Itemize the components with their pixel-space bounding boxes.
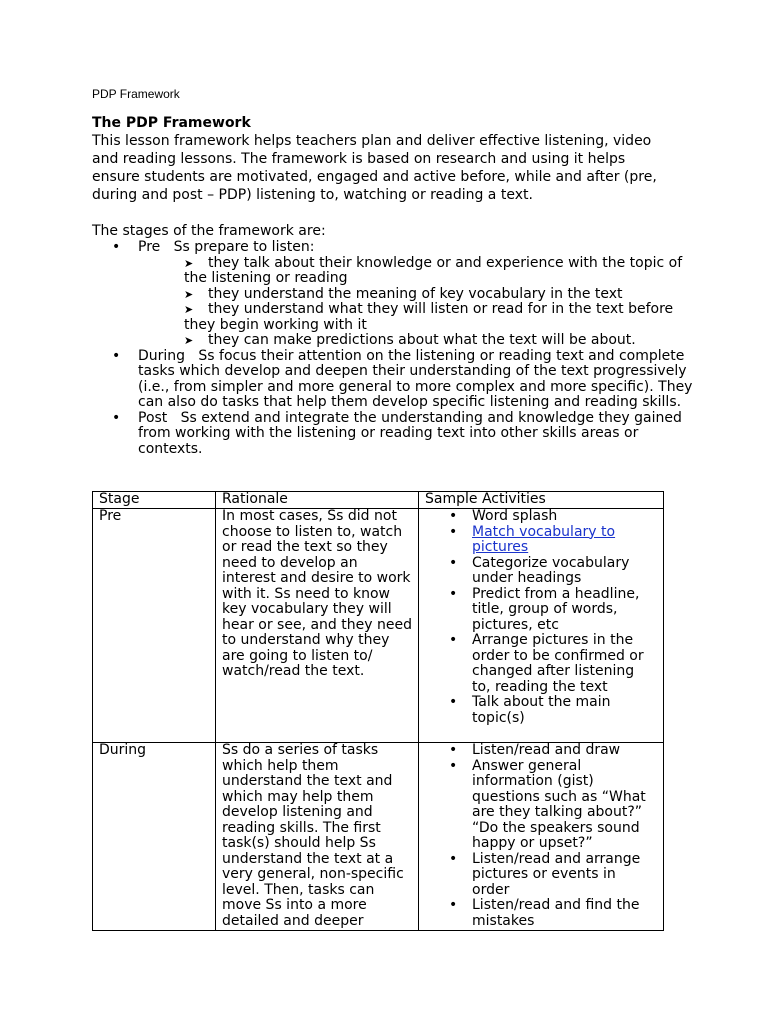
activities-cell [419,743,664,931]
stages-list [92,240,692,457]
list-item: • Listen/read and draw [425,743,657,759]
stage-cell: During [93,743,216,931]
column-header-stage: Stage [93,492,216,509]
list-item: • Arrange pictures in the order to be confirmed or changed after listening to, reading the text [425,633,657,695]
activities-list [425,743,657,929]
stage-name: During [138,347,186,364]
activities-list [425,509,657,726]
pre-points [138,256,698,349]
stage-name: Pre [138,239,161,255]
arrow-bullet-icon: ➤ [184,303,194,316]
stages-table [92,491,664,931]
stage-item-pre [92,240,698,349]
list-item: • Talk about the main topic(s) [425,695,657,726]
pre-point: ➤ they talk about their knowledge or and experience with the topic of the listening or reading [184,254,683,286]
stage-text: Ss focus their attention on the listening or reading text and complete tasks which develop and deepen their understanding of the text progressively (i.e., from simpler and more general to more complex and more specific). They can also do tasks that help them develop specific listening and reading skills. [138,347,693,410]
activity-link[interactable]: Match vocabulary to pictures [472,523,616,555]
pre-point: ➤ they understand what they will listen or read for in the text before they begin working with it [184,301,674,333]
pre-point: ➤ they understand the meaning of key vocabulary in the text [184,285,623,302]
table-row [93,743,664,931]
stage-item-post [92,411,698,458]
stage-item-during [92,349,698,411]
arrow-bullet-icon: ➤ [184,334,194,347]
rationale-cell: Ss do a series of tasks which help them understand the text and which may help them develop listening and reading skills. The first task(s) should help Ss understand the text at a very general, non-specific level. Then, tasks can move Ss into a more detailed and deeper [216,743,419,931]
list-item: • Categorize vocabulary under headings [425,556,657,587]
column-header-activities: Sample Activities [419,492,664,509]
stages-intro: The stages of the framework are: [92,223,326,239]
list-item: • Predict from a headline, title, group of words, pictures, etc [425,587,657,634]
activities-cell [419,509,664,743]
stage-text: Ss extend and integrate the understanding and knowledge they gained from working with the listening or reading text into other skills areas or contexts. [138,409,682,457]
intro-paragraph: This lesson framework helps teachers plan and deliver effective listening, video and reading lessons. The framework is based on research and using it helps ensure students are motivated, engaged and active before, while and after (pre, during and post – PDP) listening to, watching or reading a text. [92,133,657,203]
document-title: The PDP Framework [92,115,251,131]
document-body [92,114,692,457]
list-item: • Answer general information (gist) questions such as “What are they talking about?” “Do the speakers sound happy or upset?” [425,759,657,852]
running-header: PDP Framework [92,87,180,101]
table-header-row [93,492,664,509]
arrow-bullet-icon: ➤ [184,287,194,301]
stage-name: Post [138,409,168,426]
list-item [425,525,657,556]
rationale-cell: In most cases, Ss did not choose to listen to, watch or read the text so they need to develop an interest and desire to work with it. Ss need to know key vocabulary they will hear or see, and they need to understand why they are going to listen to/ watch/read the text. [216,509,419,743]
pre-point: ➤ they can make predictions about what the text will be about. [184,332,636,348]
arrow-bullet-icon: ➤ [184,256,194,270]
stage-cell: Pre [93,509,216,743]
list-item: • Listen/read and arrange pictures or events in order [425,852,657,899]
list-item: • Word splash [425,509,657,525]
stage-text: Ss prepare to listen: [173,239,315,255]
list-item: • Listen/read and find the mistakes [425,898,657,929]
table-row [93,509,664,743]
column-header-rationale: Rationale [216,492,419,509]
